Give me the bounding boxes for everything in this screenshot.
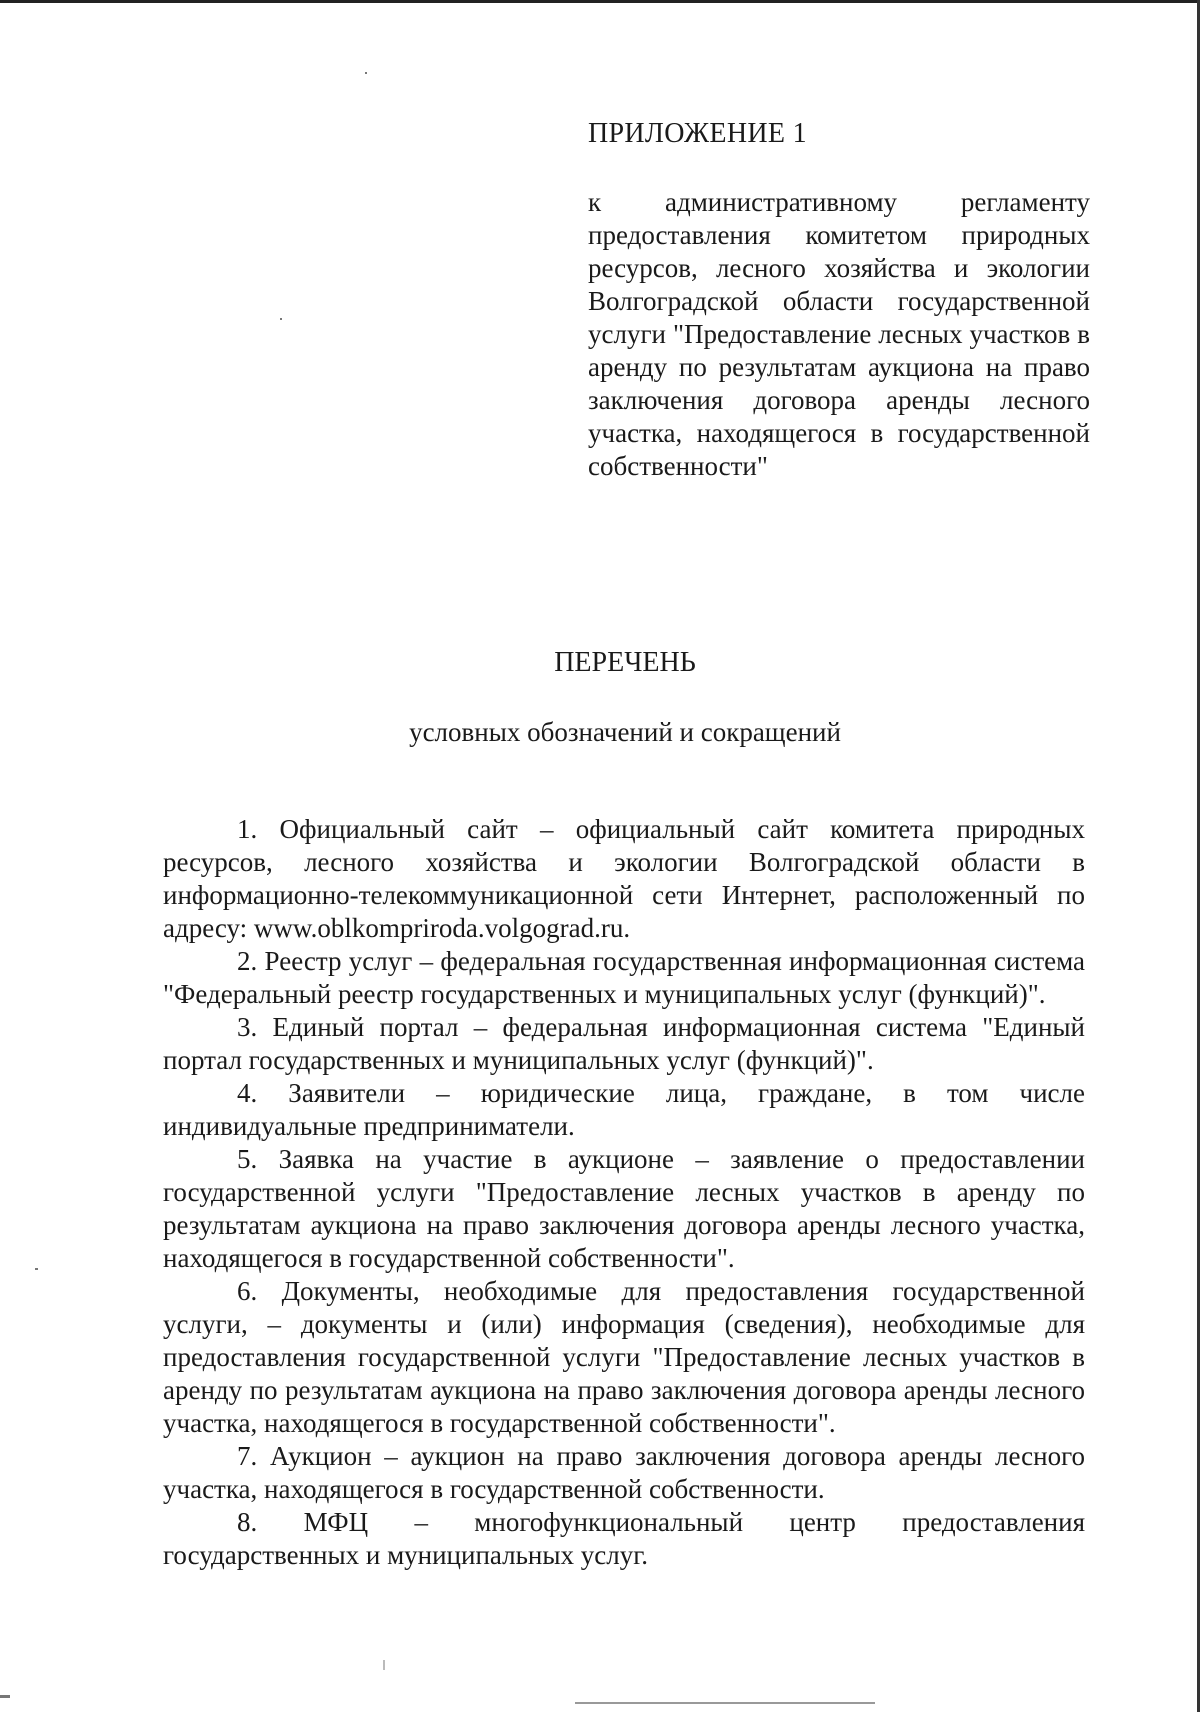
- scan-artifact: [0, 1695, 10, 1698]
- scan-top-border: [0, 0, 1200, 3]
- list-item: 8. МФЦ – многофункциональный центр предоставления государственных и муниципальных услуг.: [163, 1507, 1085, 1570]
- list-item: 3. Единый портал – федеральная информационная система "Единый портал государственных и муниципальных услуг (функций)".: [163, 1012, 1085, 1075]
- list-item: 2. Реестр услуг – федеральная государственная информационная система "Федеральный реестр государственных и муниципальных услуг (функций)".: [163, 946, 1085, 1009]
- list-title: ПЕРЕЧЕНЬ: [554, 647, 696, 678]
- appendix-title: ПРИЛОЖЕНИЕ 1: [588, 118, 807, 149]
- list-item: 6. Документы, необходимые для предоставления государственной услуги, – документы и (или) информация (сведения), необходимые для предоставления государственной услуги "Предоставление лесных участков в аренду по результатам аукциона на право заключения договора аренды лесного участка, находящегося в государственной собственности".: [163, 1276, 1085, 1438]
- scan-artifact: [383, 1660, 385, 1670]
- list-subtitle: условных обозначений и сокращений: [409, 717, 841, 747]
- scan-artifact: [575, 1702, 875, 1704]
- appendix-text: к административному регламенту предоставления комитетом природных ресурсов, лесного хозяйства и экологии Волгоградской области государственной услуги "Предоставление лесных участков в аренду по результатам аукциона на право заключения договора аренды лесного участка, находящегося в государственной собственности": [588, 187, 1090, 481]
- abbreviations-list: [163, 813, 1085, 1572]
- list-item: 4. Заявители – юридические лица, граждане, в том числе индивидуальные предприниматели.: [163, 1078, 1085, 1141]
- scan-artifact: [365, 72, 367, 74]
- list-item: 5. Заявка на участие в аукционе – заявление о предоставлении государственной услуги "Предоставление лесных участков в аренду по результатам аукциона на право заключения договора аренды лесного участка, находящегося в государственной собственности".: [163, 1144, 1085, 1273]
- list-item: 7. Аукцион – аукцион на право заключения договора аренды лесного участка, находящегося в государственной собственности.: [163, 1441, 1085, 1504]
- list-item: 1. Официальный сайт – официальный сайт комитета природных ресурсов, лесного хозяйства и экологии Волгоградской области в информационно-телекоммуникационной сети Интернет, расположенный по адресу: www.oblkompriroda.volgograd.ru.: [163, 814, 1085, 943]
- scan-artifact: [35, 1268, 38, 1270]
- scan-artifact: [280, 318, 282, 320]
